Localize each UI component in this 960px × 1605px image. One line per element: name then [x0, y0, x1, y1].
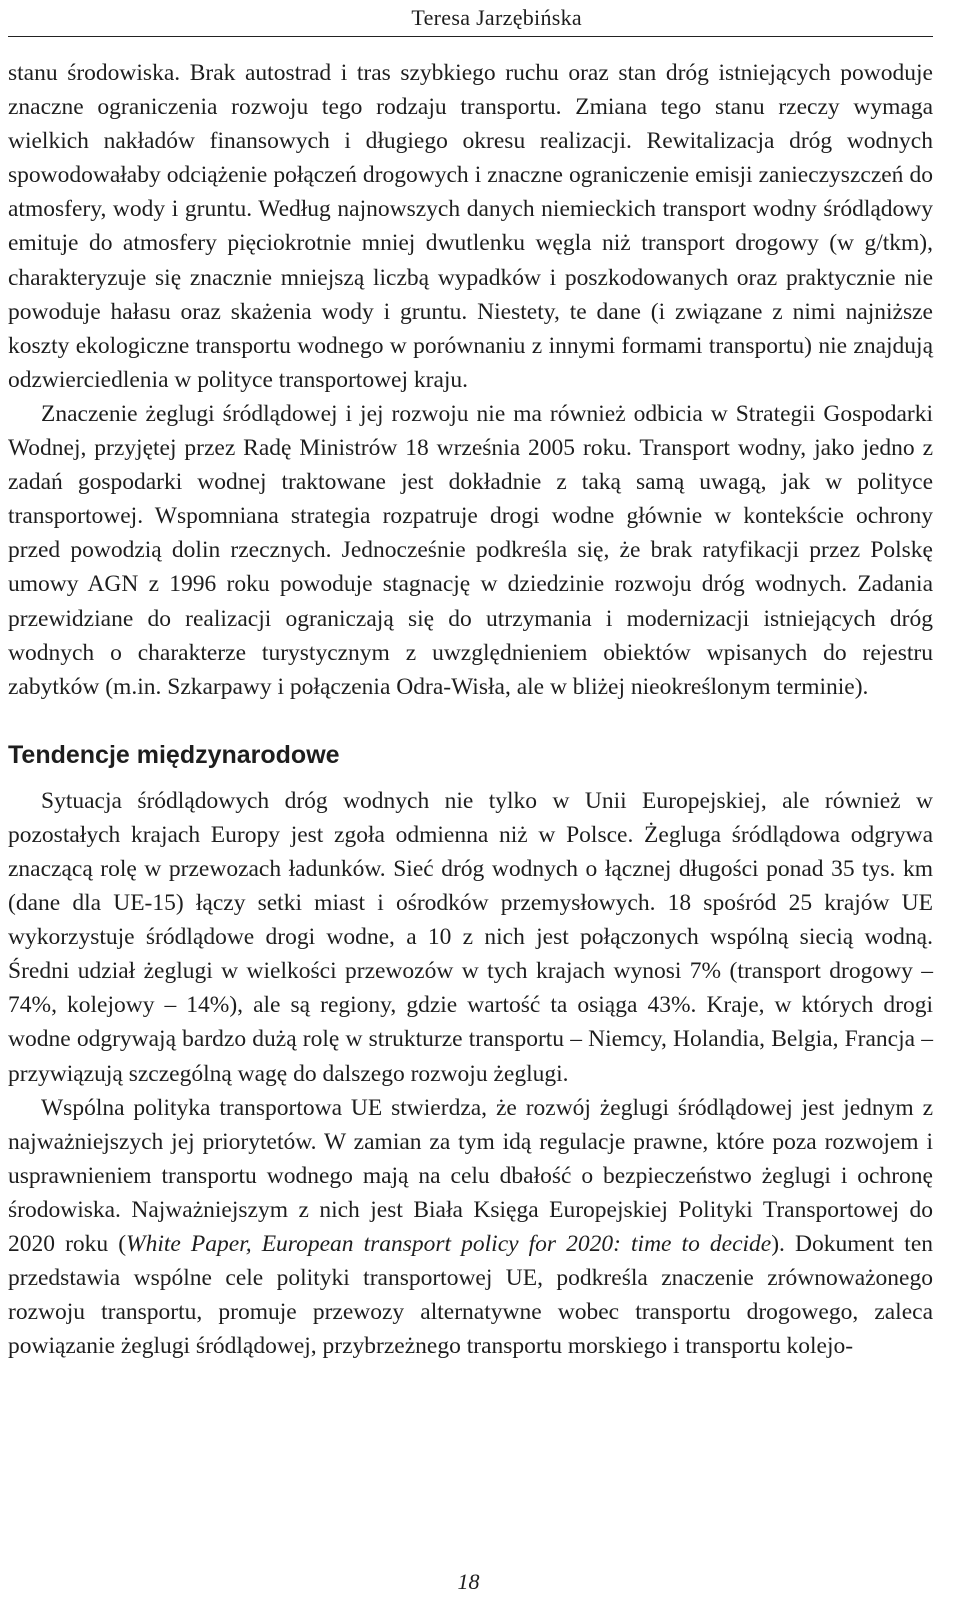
paragraph-text-before-title: Wspólna polityka transportowa UE stwierdza, że rozwój żeglugi śródlądowej jest jednym z najważniejszych jej priorytetów. W zamian za tym idą regulacje prawne, które poza rozwojem i usprawnieniem transportu wodnego mają na celu dbałość o bezpieczeństwo żeglugi i ochronę środowiska. Najważniejszym z nich jest Biała Księga Europejskiej Polityki Transportowej do 2020 roku ( — [8, 1094, 933, 1257]
paragraph-strategy: Znaczenie żeglugi śródlądowej i jej rozwoju nie ma również odbicia w Strategii Gospodarki Wodnej, przyjętej przez Radę Ministrów 18 września 2005 roku. Transport wodny, jako jedno z zadań gospodarki wodnej traktowane jest dokładnie z taką samą uwagą, jak w polityce transportowej. Wspomniana strategia rozpatruje drogi wodne głównie w kontekście ochrony przed powodzią dolin rzecznych. Jednocześnie podkreśla się, że brak ratyfikacji przez Polskę umowy AGN z 1996 roku powoduje stagnację w dziedzinie rozwoju dróg wodnych. Zadania przewidziane do realizacji ograniczają się do utrzymania i modernizacji istniejących dróg wodnych o charakterze turystycznym z uwzględnieniem obiektów wpisanych do rejestru zabytków (m.in. Szkarpawy i połączenia Odra-Wisła, ale w bliżej nieokreślonym terminie). — [8, 400, 933, 700]
page-number: 18 — [457, 1569, 480, 1594]
body-text — [8, 56, 933, 1363]
paragraph-international-situation: Sytuacja śródlądowych dróg wodnych nie tylko w Unii Europejskiej, ale również w pozostałych krajach Europy jest zgoła odmienna niż w Polsce. Żegluga śródlądowa odgrywa znaczącą rolę w przewozach ładunków. Sieć dróg wodnych o łącznej długości ponad 35 tys. km (dane dla UE-15) łączy setki miast i ośrodków przemysłowych. 18 spośród 25 krajów UE wykorzystuje śródlądowe drogi wodne, a 10 z nich jest połączonych wspólną siecią wodną. Średni udział żeglugi w wielkości przewozów w tych krajach wynosi 7% (transport drogowy – 74%, kolejowy – 14%), ale są regiony, gdzie wartość ta osiąga 43%. Kraje, w których drogi wodne odgrywają bardzo dużą rolę w strukturze transportu – Niemcy, Holandia, Belgia, Francja – przywiązują szczególną wagę do dalszego rozwoju żeglugi. — [8, 787, 933, 1087]
section-heading: Tendencje międzynarodowe — [8, 740, 340, 769]
white-paper-title: White Paper, European transport policy for 2020: time to decide — [126, 1231, 772, 1257]
running-header: Teresa Jarzębińska — [411, 5, 582, 30]
paragraph-eu-policy — [8, 1091, 933, 1364]
paragraph-continued: stanu środowiska. Brak autostrad i tras szybkiego ruchu oraz stan dróg istniejących powoduje znaczne ograniczenia rozwoju tego rodzaju transportu. Zmiana tego stanu rzeczy wymaga wielkich nakładów finansowych i długiego okresu realizacji. Rewitalizacja dróg wodnych spowodowałaby odciążenie połączeń drogowych i znaczne ograniczenie emisji zanieczyszczeń do atmosfery, wody i gruntu. Według najnowszych danych niemieckich transport wodny śródlądowy emituje do atmosfery pięciokrotnie mniej dwutlenku węgla niż transport drogowy (w g/tkm), charakteryzuje się znacznie mniejszą liczbą wypadków i poszkodowanych oraz praktycznie nie powoduje hałasu oraz skażenia wody i gruntu. Niestety, te dane (i związane z nimi najniższe koszty ekologiczne transportu wodnego w porównaniu z innymi formami transportu) nie znajdują odzwierciedlenia w polityce transportowej kraju. — [8, 60, 933, 393]
header-rule — [8, 36, 933, 37]
paragraph-text-after-title: ). Dokument ten przedstawia wspólne cele polityki transportowej UE, podkreśla znaczenie zrównoważonego rozwoju transportu, promuje przewozy alternatywne wobec transportu drogowego, zaleca powiązanie żeglugi śródlądowej, przybrzeżnego transportu morskiego i transportu kolejo- — [8, 1231, 933, 1360]
